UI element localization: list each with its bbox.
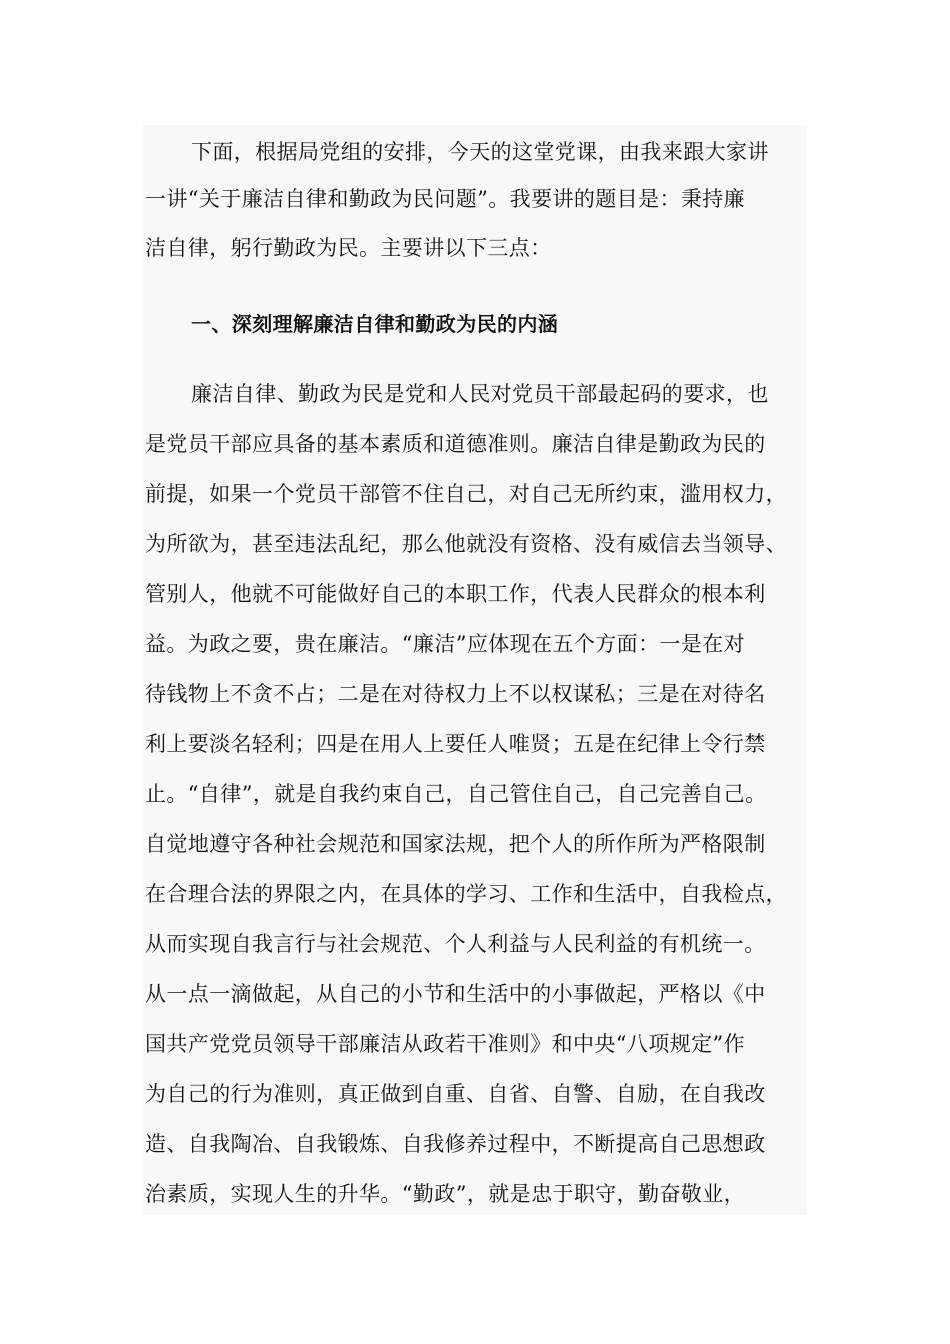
body-line-3: 前提，如果一个党员干部管不住自己，对自己无所约束，滥用权力， [145, 482, 787, 506]
body-line-4: 为所欲为，甚至违法乱纪，那么他就没有资格、没有威信去当领导、 [145, 532, 787, 556]
intro-line-2: 一讲“关于廉洁自律和勤政为民问题”。我要讲的题目是：秉持廉 [145, 187, 746, 211]
intro-line-1: 下面，根据局党组的安排，今天的这堂党课，由我来跟大家讲 [191, 140, 769, 164]
body-line-5: 管别人，他就不可能做好自己的本职工作，代表人民群众的根本利 [145, 582, 766, 606]
body-line-7: 待钱物上不贪不占；二是在对待权力上不以权谋私；三是在对待名 [145, 682, 766, 706]
body-line-10: 自觉地遵守各种社会规范和国家法规，把个人的所作所为严格限制 [145, 832, 766, 856]
body-line-12: 从而实现自我言行与社会规范、个人利益与人民利益的有机统一。 [145, 932, 766, 956]
intro-line-3: 洁自律，躬行勤政为民。主要讲以下三点： [145, 236, 552, 260]
body-line-14: 国共产党党员领导干部廉洁从政若干准则》和中央“八项规定”作 [145, 1032, 746, 1056]
body-line-6: 益。为政之要，贵在廉洁。“廉洁”应体现在五个方面：一是在对 [145, 632, 746, 656]
section-heading: 一、深刻理解廉洁自律和勤政为民的内涵 [191, 312, 559, 336]
body-line-2: 是党员干部应具备的基本素质和道德准则。廉洁自律是勤政为民的 [145, 432, 766, 456]
body-line-15: 为自己的行为准则，真正做到自重、自省、自警、自励，在自我改 [145, 1082, 766, 1106]
body-line-16: 造、自我陶冶、自我锻炼、自我修养过程中，不断提高自己思想政 [145, 1132, 766, 1156]
body-line-9: 止。“自律”，就是自我约束自己，自己管住自己，自己完善自己。 [145, 782, 767, 806]
body-line-17: 治素质，实现人生的升华。“勤政”，就是忠于职守，勤奋敬业， [145, 1182, 746, 1206]
body-line-11: 在合理合法的界限之内，在具体的学习、工作和生活中，自我检点， [145, 882, 787, 906]
body-line-13: 从一点一滴做起，从自己的小节和生活中的小事做起，严格以《中 [145, 982, 766, 1006]
body-line-8: 利上要淡名轻利；四是在用人上要任人唯贤；五是在纪律上令行禁 [145, 732, 766, 756]
body-line-1: 廉洁自律、勤政为民是党和人民对党员干部最起码的要求，也 [191, 382, 769, 406]
